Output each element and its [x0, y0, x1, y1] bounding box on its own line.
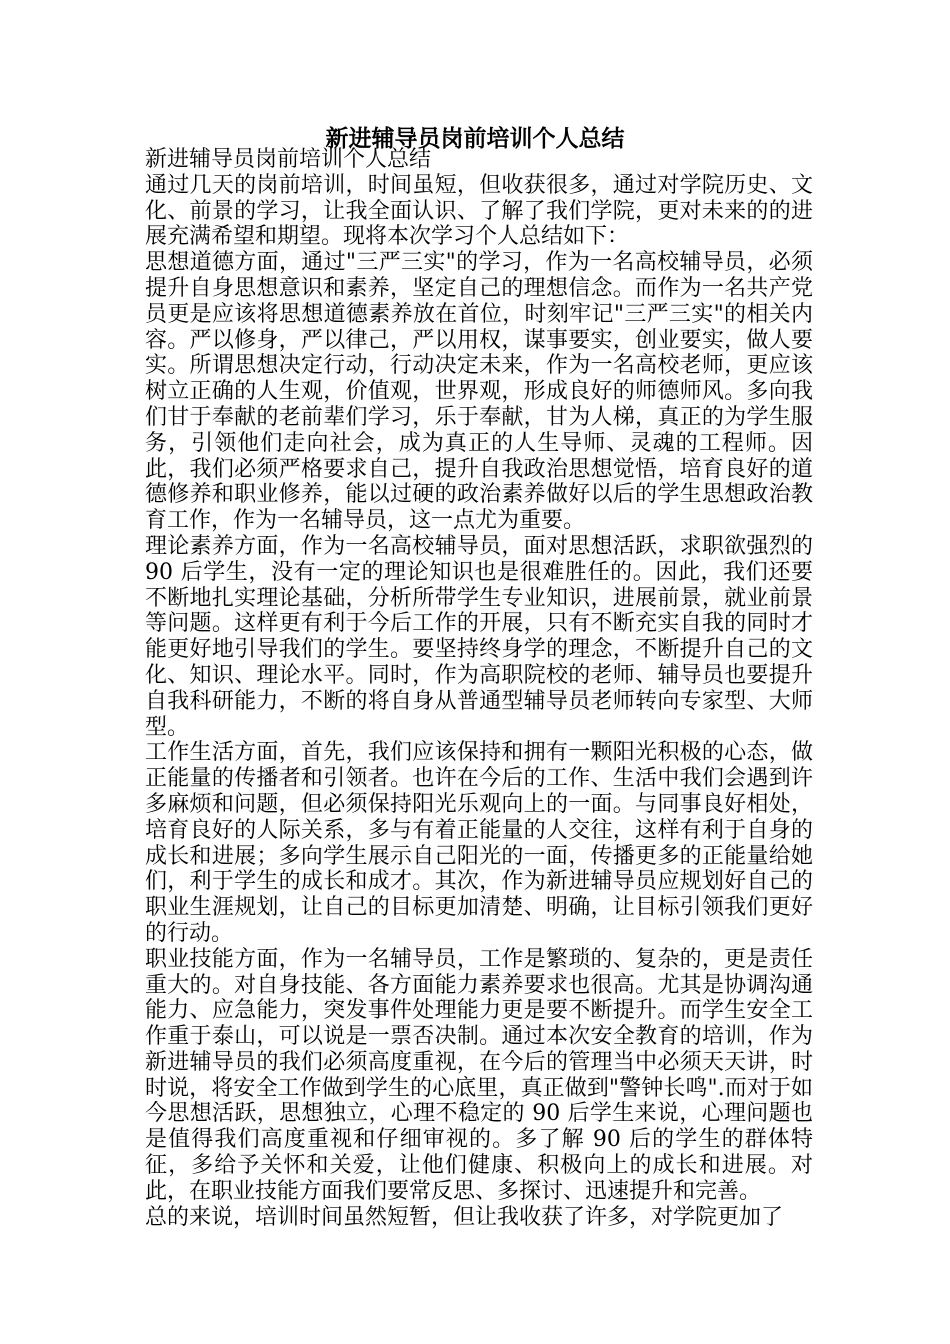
work-life-paragraph: 工作生活方面，首先，我们应该保持和拥有一颗阳光积极的心态，做正能量的传播者和引领者。也许在今后的工作、生活中我们会遇到许多麻烦和问题，但必须保持阳光乐观向上的一面。与同事良好相处，培育良好的人际关系，多与有着正能量的人交往，这样有利于自身的成长和进展；多向学生展示自己阳光的一面，传播更多的正能量给她们，利于学生的成长和成才。其次，作为新进辅导员应规划好自己的职业生涯规划，让自己的目标更加清楚、明确，让目标引领我们更好的行动。	[145, 740, 813, 946]
subtitle-paragraph: 新进辅导员岗前培训个人总结	[145, 147, 432, 172]
document-body	[145, 147, 813, 1230]
intro-paragraph: 通过几天的岗前培训，时间虽短，但收获很多，通过对学院历史、文化、前景的学习，让我全面认识、了解了我们学院，更对未来的的进展充满希望和期望。现将本次学习个人总结如下：	[145, 172, 813, 250]
theory-paragraph: 理论素养方面，作为一名高校辅导员，面对思想活跃，求职欲强烈的 90 后学生，没有一定的理论知识也是很难胜任的。因此，我们还要不断地扎实理论基础，分析所带学生专业知识，进展前景，就业前景等问题。这样更有利于今后工作的开展，只有不断充实自我的同时才能更好地引导我们的学生。要坚持终身学的理念，不断提升自己的文化、知识、理论水平。同时，作为高职院校的老师、辅导员也要提升自我科研能力，不断的将自身从普通型辅导员老师转向专家型、大师型。	[145, 533, 813, 740]
moral-paragraph: 思想道德方面，通过"三严三实"的学习，作为一名高校辅导员，必须提升自身思想意识和素养，坚定自己的理想信念。而作为一名共产党员更是应该将思想道德素养放在首位，时刻牢记"三严三实"的相关内容。严以修身，严以律己，严以用权，谋事要实，创业要实，做人要实。所谓思想决定行动，行动决定未来，作为一名高校老师，更应该树立正确的人生观，价值观，世界观，形成良好的师德师风。多向我们甘于奉献的老前辈们学习，乐于奉献，甘为人梯，真正的为学生服务，引领他们走向社会，成为真正的人生导师、灵魂的工程师。因此，我们必须严格要求自己，提升自我政治思想觉悟，培育良好的道德修养和职业修养，能以过硬的政治素养做好以后的学生思想政治教育工作，作为一名辅导员，这一点尤为重要。	[145, 250, 813, 534]
summary-paragraph: 总的来说，培训时间虽然短暂，但让我收获了许多，对学院更加了	[145, 1204, 784, 1230]
document-title: 新进辅导员岗前培训个人总结	[325, 125, 625, 152]
skills-paragraph: 职业技能方面，作为一名辅导员，工作是繁琐的、复杂的，更是责任重大的。对自身技能、各方面能力素养要求也很高。尤其是协调沟通能力、应急能力，突发事件处理能力更是要不断提升。而学生安全工作重于泰山，可以说是一票否决制。通过本次安全教育的培训，作为新进辅导员的我们必须高度重视，在今后的管理当中必须天天讲，时时说，将安全工作做到学生的心底里，真正做到"警钟长鸣".而对于如今思想活跃，思想独立，心理不稳定的 90 后学生来说，心理问题也是值得我们高度重视和仔细审视的。多了解 90 后的学生的群体特征，多给予关怀和关爱，让他们健康、积极向上的成长和进展。对此，在职业技能方面我们要常反思、多探讨、迅速提升和完善。	[145, 946, 813, 1204]
